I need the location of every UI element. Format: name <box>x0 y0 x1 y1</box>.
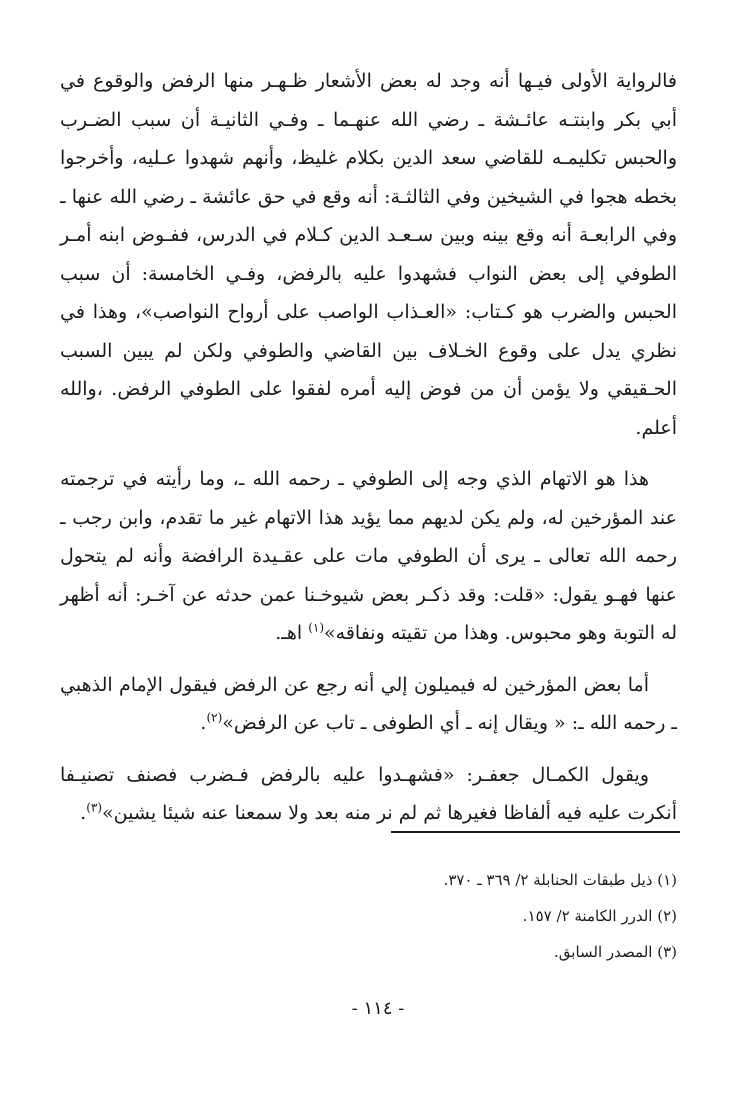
footnote-2: (٢) الدرر الكامنة ٢/ ١٥٧. <box>522 907 677 925</box>
paragraph-2-text: هذا هو الاتهام الذي وجه إلى الطوفي ـ رحمه الله ـ، وما رأيته في ترجمته عند المؤرخين له، ولم يكن لديهم مما يؤيد هذا الاتهام غير ما تقدم، وابن رجب ـ رحمه الله تعالى ـ يرى أن الطوفي مات على عقـيدة الرافضة وأنه لم يتحول عنها فهـو يقول: «قلت: وقد ذكـر بعض شيوخـنا عمن حدثه عن آخـر: أنه أظهر له التوبة وهو محبوس. وهذا من تقيته ونفاقه» <box>60 468 677 644</box>
footnote-ref-3[interactable]: (٣) <box>86 800 103 815</box>
page-number: - ١١٤ - <box>351 998 405 1019</box>
paragraph-1-text: فالرواية الأولى فيـها أنه وجد له بعض الأشعار ظـهـر منها الرفض والوقوع في أبي بكر وابنتـه عائـشة ـ رضي الله عنهـما ـ وفـي الثانيـة أن سبب الضـرب والحبس تكليمـه للقاضي سعد الدين بكلام غليظ، وأنهم شهدوا عـليه، وأخرجوا بخطه هجوا في الشيخين وفي الثالثـة: أنه وقع في حق عائشة ـ رضي الله عنها ـ وفي الرابعـة أنه وقع بينه وبين سـعـد الدين كـلام في الدرس، ففـوض ابنه أمـر الطوفي إلى بعض النواب فشهدوا عليه بالرفض، وفـي الخامسة: أن سبب الحبس والضرب هو كـتاب: «العـذاب الواصب على أرواح النواصب»، وهذا في نظري يدل على وقوع الخـلاف بين القاضي والطوفي ولكن لم يبين السبب الحـقيقي ولا يؤمن أن من فوض إليه أمره لفقوا على الطوفي الرفض. ،والله أعلم. <box>60 70 677 439</box>
paragraph-1 <box>60 62 677 447</box>
footnote-ref-1[interactable]: (١) <box>308 620 325 635</box>
paragraph-2-tail: اهـ. <box>275 622 309 644</box>
footnote-1: (١) ذيل طبقات الحنابلة ٢/ ٣٦٩ ـ ٣٧٠. <box>443 871 677 889</box>
footnote-ref-2[interactable]: (٢) <box>206 710 223 725</box>
paragraph-4 <box>60 756 677 833</box>
footnote-divider <box>391 831 680 833</box>
paragraph-3-tail: . <box>200 712 207 734</box>
page-body <box>60 62 677 833</box>
paragraph-3-text: أما بعض المؤرخين له فيميلون إلي أنه رجع عن الرفض فيقول الإمام الذهبي ـ رحمه الله ـ: « ويقال إنه ـ أي الطوفى ـ تاب عن الرفض» <box>60 673 677 734</box>
paragraph-4-text: ويقول الكمـال جعفـر: «فشهـدوا عليه بالرفض فـضرب فصنف تصنيـفا أنكرت عليه فيه ألفاظا فغيرها ثم لم نر منه بعد ولا سمعنا عنه شيئا يشين» <box>60 763 677 824</box>
paragraph-4-tail: . <box>80 802 87 824</box>
footnotes <box>77 862 677 970</box>
paragraph-2 <box>60 460 677 653</box>
footnote-3: (٣) المصدر السابق. <box>554 943 677 961</box>
paragraph-3 <box>60 666 677 743</box>
